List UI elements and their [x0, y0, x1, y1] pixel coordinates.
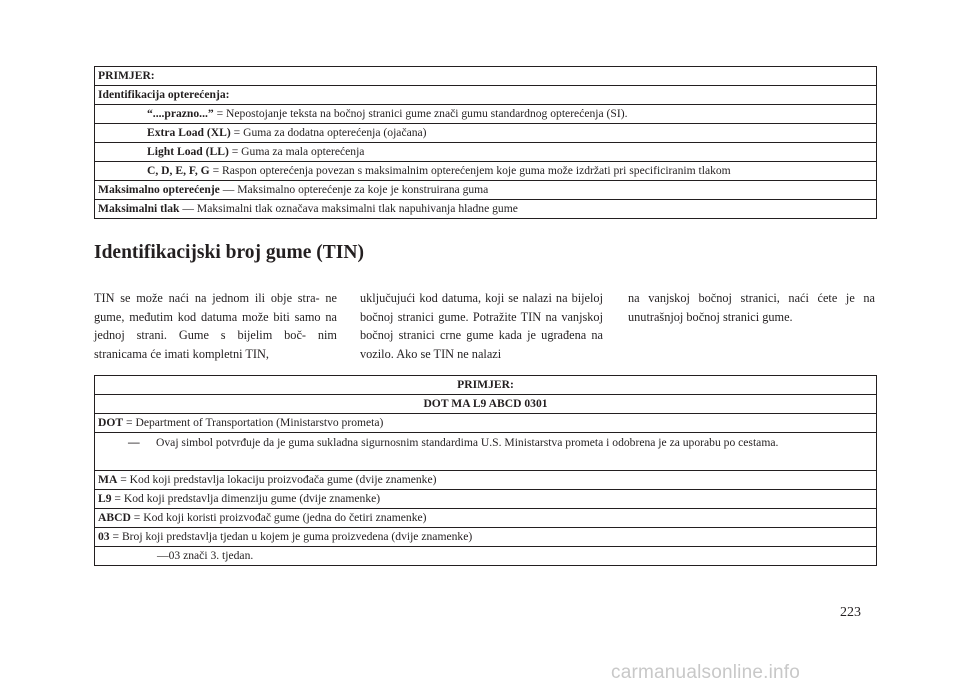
table-row-03	[95, 527, 876, 546]
row-sep: =	[117, 473, 130, 486]
table-row	[95, 142, 876, 161]
row-term: Maksimalno opterećenje	[98, 183, 220, 196]
row-desc: Raspon opterećenja povezan s maksimalnim opterećenjem koje guma može izdržati pri specificiranim tlakom	[222, 164, 731, 177]
table2-title: PRIMJER:	[457, 378, 514, 391]
row-sep: =	[209, 164, 223, 177]
table-row-l9	[95, 489, 876, 508]
table-row-max-pressure	[95, 199, 876, 218]
row-term: Light Load (LL)	[147, 145, 229, 158]
row-sep: =	[213, 107, 227, 120]
row-desc: Guma za dodatna opterećenja (ojačana)	[243, 126, 427, 139]
row-desc: Kod koji predstavlja dimenziju gume (dvije znamenke)	[123, 492, 381, 505]
row-term: MA	[98, 473, 118, 486]
table-row-03-note: —03 znači 3. tjedan.	[95, 546, 876, 565]
row-term: L9	[98, 492, 112, 505]
table-row-dot-note	[95, 432, 876, 470]
tin-example-table	[94, 375, 877, 566]
load-identification-table	[94, 66, 877, 219]
page-number: 223	[840, 605, 861, 620]
table-row-dot	[95, 413, 876, 432]
row-term: Extra Load (XL)	[147, 126, 231, 139]
row-sep: =	[230, 126, 244, 139]
body-column-1: TIN se može naći na jednom ili obje stra- ne gume, međutim kod datuma može biti samo na jednoj strani. Gume s bijelim boč- nim stranicama će imati kompletni TIN,	[94, 291, 337, 361]
row-sep: =	[130, 511, 144, 524]
row-desc: Maksimalni tlak označava maksimalni tlak napuhivanja hladne gume	[196, 202, 518, 215]
row-term: ABCD	[98, 511, 131, 524]
row-desc: Department of Transportation (Ministarstvo prometa)	[135, 416, 384, 429]
row-desc: Ovaj simbol potvrđuje da je guma sukladna sigurnosnim standardima U.S. Ministarstva prometa i odobrena je za uporabu po cestama.	[156, 436, 779, 449]
table-row-abcd	[95, 508, 876, 527]
section-heading: Identifikacijski broj gume (TIN)	[94, 242, 364, 263]
dash-symbol: —	[128, 436, 140, 449]
row-term: 03	[98, 530, 110, 543]
table-row	[95, 123, 876, 142]
row-sep: =	[109, 530, 122, 543]
row-desc: Nepostojanje teksta na bočnoj stranici gume znači gumu standardnog opterećenja (SI).	[226, 107, 628, 120]
row-term: “....prazno...”	[147, 107, 214, 120]
watermark: carmanualsonline.info	[611, 662, 801, 683]
row-desc: Maksimalno opterećenje za koje je konstruirana guma	[237, 183, 489, 196]
body-column-3: na vanjskoj bočnoj stranici, naći ćete je na unutrašnjoj bočnoj stranici gume.	[628, 291, 875, 324]
row-sep: —	[219, 183, 238, 196]
row-sep: =	[123, 416, 136, 429]
row-desc: Guma za mala opterećenja	[241, 145, 365, 158]
row-desc: Broj koji predstavlja tjedan u kojem je guma proizvedena (dvije znamenke)	[121, 530, 473, 543]
table-row-max-load	[95, 180, 876, 199]
table1-subtitle: Identifikacija opterećenja:	[95, 85, 876, 104]
body-column-2: uključujući kod datuma, koji se nalazi na bijeloj bočnoj stranici gume. Potražite TIN na vanjskoj bočnoj stranici crne gume kada je ugrađena na vozilo. Ako se TIN ne nalazi	[360, 291, 603, 361]
row-sep: =	[111, 492, 124, 505]
table-row	[95, 104, 876, 123]
row-desc: Kod koji predstavlja lokaciju proizvođača gume (dvije znamenke)	[129, 473, 437, 486]
row-term: DOT	[98, 416, 124, 429]
table2-code: DOT MA L9 ABCD 0301	[95, 394, 876, 413]
table1-title: PRIMJER:	[98, 69, 155, 82]
row-sep: —	[179, 202, 197, 215]
row-desc: Kod koji koristi proizvođač gume (jedna do četiri znamenke)	[143, 511, 427, 524]
table-row	[95, 161, 876, 180]
row-sep: =	[228, 145, 242, 158]
table-row-ma	[95, 470, 876, 489]
row-term: C, D, E, F, G	[147, 164, 210, 177]
row-term: Maksimalni tlak	[98, 202, 180, 215]
